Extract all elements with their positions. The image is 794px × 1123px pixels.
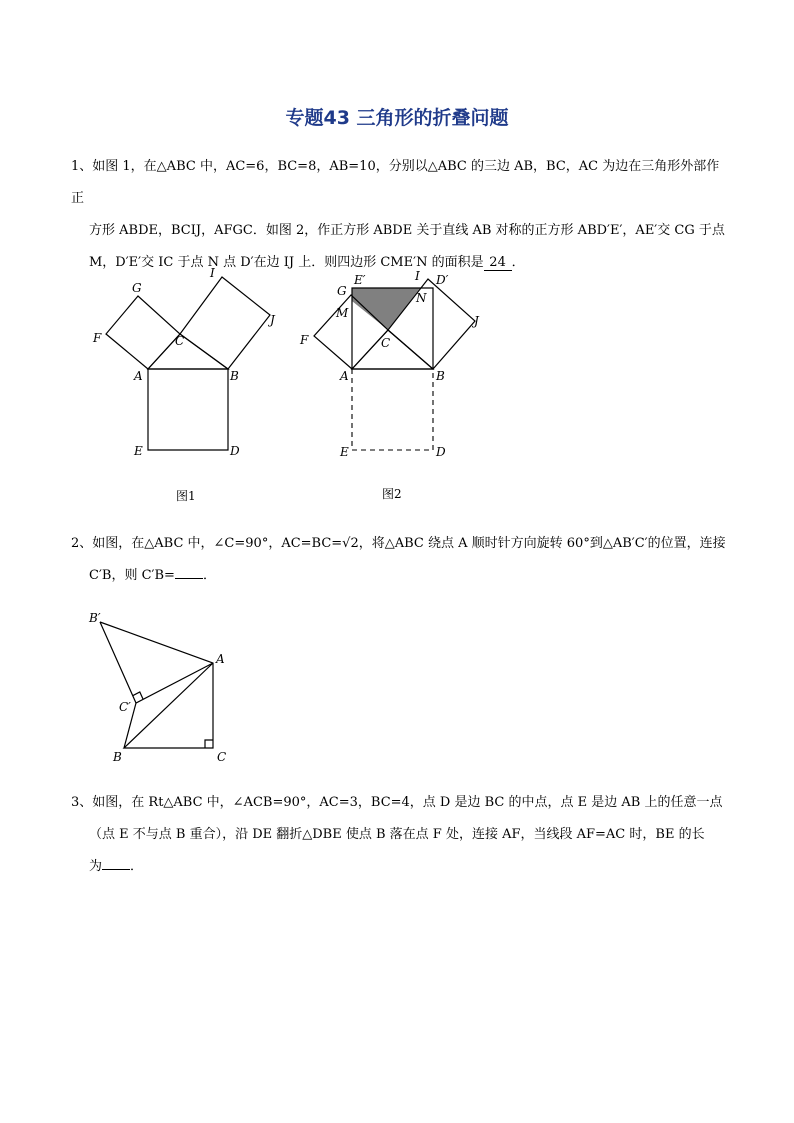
problem-2-line-2: C′B，则 C′B= [89,568,175,583]
fig2-label-n: N [416,291,427,305]
fig2-label-e-prime: E′ [354,273,366,287]
fig3-label-c: C [217,750,227,764]
fig1-caption: 图1 [176,489,196,503]
problem-1-line-2: 方形 ABDE，BCIJ，AFGC．如图 2，作正方形 ABDE 关于直线 AB 对称的正方形 ABD′E′，AE′交 CG 于点 [89,223,725,238]
fig2-label-a: A [340,369,349,383]
problem-1-line-1: 如图 1，在△ABC 中，AC=6，BC=8，AB=10，分别以△ABC 的三边 AB，BC，AC 为边在三角形外部作正 [71,159,720,206]
fig2-label-i: I [415,269,420,283]
fig1-label-b: B [230,369,239,383]
problem-1-number: 1、 [71,159,93,174]
fig2-shaded-quad-cmen [352,288,420,330]
fig1-label-c: C [175,334,185,348]
fig2-caption: 图2 [382,487,402,501]
fig1-label-a: A [134,369,143,383]
fig3-triangle-abc [100,622,213,748]
problem-2-number: 2、 [71,536,93,551]
fig1-square-afgc [106,296,180,369]
fig3-label-b: B [113,750,122,764]
problem-3-end: ． [130,859,144,874]
problem-3-number: 3、 [71,795,93,810]
fig3-label-c-prime: C′ [119,700,131,714]
fig2-label-d-prime: D′ [436,273,449,287]
fig2-triangle-abc [352,330,433,369]
figure-1 [88,262,288,512]
problem-1-line-3: M，D′E′交 IC 于点 N 点 D′在边 IJ 上．则四边形 CME′N 的面积是 [89,255,484,270]
fig2-label-b: B [436,369,445,383]
fig2-dashed-square-abde [352,369,433,450]
fig1-label-f: F [93,331,102,345]
fig2-label-j: J [474,314,479,328]
fig1-label-i: I [210,266,215,280]
problem-2-line-1: 如图，在△ABC 中，∠C=90°，AC=BC=√2，将△ABC 绕点 A 顺时针方向旋转 60°到△AB′C′的位置，连接 [92,536,726,551]
fig2-label-m: M [336,306,349,320]
fig2-label-e: E [340,445,349,459]
fig1-label-d: D [230,444,240,458]
fig1-label-g: G [132,281,142,295]
fig2-label-g: G [337,284,347,298]
problem-3-line-2: （点 E 不与点 B 重合），沿 DE 翻折△DBE 使点 B 落在点 F 处，连接 AF，当线段 AF=AC 时，BE 的长 [89,827,705,842]
fig3-right-angle-c [205,740,213,748]
figure-2 [292,262,502,512]
problem-2-answer-blank [175,578,203,579]
problem-1-answer-blank: 24 [484,256,512,271]
problem-1-end: ． [511,255,525,270]
problem-3-line-1: 如图，在 Rt△ABC 中，∠ACB=90°，AC=3，BC=4，点 D 是边 BC 的中点，点 E 是边 AB 上的任意一点 [92,795,723,810]
fig2-label-d: D [436,445,446,459]
page-title: 专题43 三角形的折叠问题 [285,107,509,129]
fig1-square-bcij [180,277,270,369]
fig3-label-b-prime: B′ [89,611,101,625]
fig3-label-a: A [216,652,225,666]
fig3-triangle-ab1c1 [100,622,213,703]
problem-2 [71,528,731,592]
fig2-label-c: C [381,336,391,350]
problem-3 [71,787,731,883]
fig1-label-e: E [134,444,143,458]
problem-2-end: ． [202,568,216,583]
problem-1 [71,151,731,279]
fig1-label-j: J [270,313,275,327]
problem-3-line-3: 为 [89,859,103,874]
problem-3-answer-blank [102,869,130,870]
figure-3 [86,606,246,776]
fig1-square-abde [148,369,228,450]
fig2-label-f: F [300,333,309,347]
